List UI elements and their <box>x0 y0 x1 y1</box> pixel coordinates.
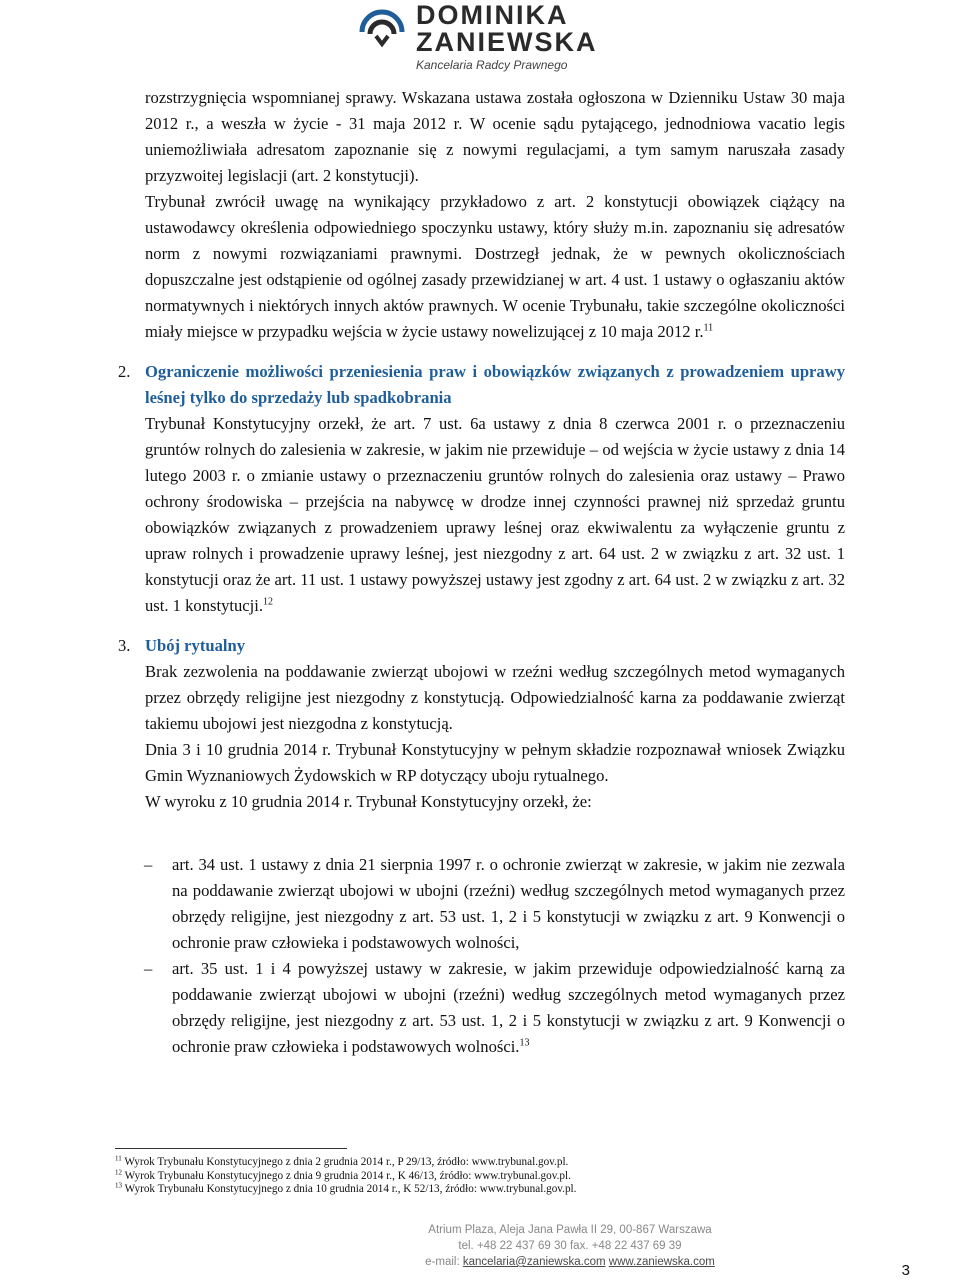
page-number: 3 <box>901 1262 910 1279</box>
footer-email-link[interactable]: kancelaria@zaniewska.com <box>462 1256 606 1268</box>
section-2-number: 2. <box>118 362 131 381</box>
logo-text <box>416 0 598 71</box>
footnote-number: 12 <box>115 1167 122 1176</box>
section-3-paragraph-1: Brak zezwolenia na poddawanie zwierząt ubojowi w rzeźni według szczególnych metod wymaganych przez obrzędy religijne jest niezgodny z konstytucją. Odpowiedzialność karna za poddawanie zwierząt takiemu ubojowi jest niezgodna z konstytucją. <box>145 662 845 733</box>
section-2-body <box>145 411 845 619</box>
intro-paragraph-1: rozstrzygnięcia wspomnianej sprawy. Wskazana ustawa została ogłoszona w Dzienniku Ustaw 30 maja 2012 r., a weszła w życie - 31 maja 2012 r. W ocenie sądu pytającego, jednodniowa vacatio legis uniemożliwiała adresatom zapoznanie się z nowymi regulacjami, a tym samym naruszała zasady przyzwoitej legislacji (art. 2 konstytucji). <box>145 88 845 185</box>
footnotes <box>115 1156 835 1197</box>
footnote-text: Wyrok Trybunału Konstytucyjnego z dnia 2 grudnia 2014 r., P 29/13, źródło: www.trybunal.gov.pl. <box>124 1156 569 1168</box>
footnote-ref-11: 11 <box>703 322 714 334</box>
ruling-item-1 <box>144 852 845 956</box>
section-2-body-text: Trybunał Konstytucyjny orzekł, że art. 7 ust. 6a ustawy z dnia 8 czerwca 2001 r. o przeznaczeniu gruntów rolnych do zalesienia w zakresie, w jakim nie przewiduje – od wejścia w życie ustawy z dnia 14 lutego 2003 r. o zmianie ustawy o przeznaczeniu gruntów rolnych do zalesienia oraz ustawy – Prawo ochrony środowiska – przejścia na nabywcę w drodze innej czynności prawnej niż sprzedaż gruntu obowiązków związanych z prowadzeniem uprawy leśnej oraz ekwiwalentu za wyłączenie gruntu z upraw rolnych i prowadzenie uprawy leśnej, jest niezgodny z art. 64 ust. 2 w związku z art. 32 ust. 1 konstytucji oraz że art. 11 ust. 1 ustawy powyższej ustawy jest zgodny z art. 64 ust. 2 w związku z art. 32 ust. 1 konstytucji. <box>145 414 845 615</box>
section-3-number: 3. <box>118 636 131 655</box>
page-content <box>118 85 845 815</box>
section-3-heading: Ubój rytualny <box>145 636 246 655</box>
page-footer <box>420 1222 720 1270</box>
footnote-divider <box>115 1148 347 1149</box>
dash-bullet: – <box>144 855 153 874</box>
footnote-11 <box>115 1156 835 1170</box>
footer-phone: tel. +48 22 437 69 30 fax. +48 22 437 69 39 <box>458 1240 682 1252</box>
logo-mark-icon <box>356 2 408 50</box>
footnote-text: Wyrok Trybunału Konstytucyjnego z dnia 10 grudnia 2014 r., K 52/13, źródło: www.trybunal.gov.pl. <box>124 1183 577 1195</box>
footer-contact <box>420 1254 720 1270</box>
footnote-number: 11 <box>115 1154 122 1163</box>
footer-address: Atrium Plaza, Aleja Jana Pawła II 29, 00-867 Warszawa <box>428 1224 712 1236</box>
ruling-list <box>144 852 845 1060</box>
section-2-heading: Ograniczenie możliwości przeniesienia praw i obowiązków związanych z prowadzeniem uprawy leśnej tylko do sprzedaży lub spadkobrania <box>145 362 845 407</box>
footer-email-label: e-mail: <box>425 1256 463 1268</box>
footnote-12 <box>115 1167 835 1184</box>
ruling-item-2-body: art. 35 ust. 1 i 4 powyższej ustawy w zakresie, w jakim przewiduje odpowiedzialność karną za poddawanie zwierząt ubojowi w ubojni (rzeźni) według szczególnych metod wymaganych przez obrzędy religijne, jest niezgodny z art. 53 ust. 1, 2 i 5 konstytucji w związku z art. 9 Konwencji o ochronie praw człowieka i podstawowych wolności. <box>172 959 845 1056</box>
logo-tagline: Kancelaria Radcy Prawnego <box>416 58 568 72</box>
footnote-number: 13 <box>115 1181 122 1190</box>
footnote-text: Wyrok Trybunału Konstytucyjnego z dnia 9 grudnia 2014 r., K 46/13, źródło: www.trybunal.gov.pl. <box>124 1169 571 1182</box>
section-3 <box>118 633 845 815</box>
footer-website-link[interactable]: www.zaniewska.com <box>608 1256 715 1268</box>
ruling-item-1-text: art. 34 ust. 1 ustawy z dnia 21 sierpnia 1997 r. o ochronie zwierząt w zakresie, w jakim nie zezwala na poddawanie zwierząt ubojowi w ubojni (rzeźni) według szczególnych metod wymaganych przez obrzędy religijne, jest niezgodny z art. 53 ust. 1, 2 i 5 konstytucji w związku z art. 9 Konwencji o ochronie praw człowieka i podstawowych wolności, <box>172 855 845 952</box>
footnote-ref-12: 12 <box>263 596 274 608</box>
logo-name-last: ZANIEWSKA <box>416 27 598 57</box>
dash-bullet: – <box>144 959 153 978</box>
header-logo <box>356 0 636 72</box>
ruling-item-2 <box>144 956 845 1060</box>
intro-paragraph-2 <box>145 189 845 345</box>
section-3-paragraph-2: Dnia 3 i 10 grudnia 2014 r. Trybunał Konstytucyjny w pełnym składzie rozpoznawał wniosek Związku Gmin Wyznaniowych Żydowskich w RP dotyczący uboju rytualnego. <box>145 740 845 785</box>
section-2 <box>118 359 845 619</box>
section-3-paragraph-3: W wyroku z 10 grudnia 2014 r. Trybunał Konstytucyjny orzekł, że: <box>145 792 592 811</box>
footnote-ref-13: 13 <box>519 1037 530 1049</box>
ruling-item-2-text <box>172 956 845 1060</box>
footnote-13 <box>115 1183 835 1197</box>
logo-name-first: DOMINIKA <box>416 0 569 30</box>
intro-paragraph-2-text: Trybunał zwrócił uwagę na wynikający przykładowo z art. 2 konstytucji obowiązek ciążący na ustawodawcy określenia odpowiedniego spoczynku ustawy, który służy m.in. zapoznaniu się adresatów norm z nowymi rozwiązaniami prawnymi. Dostrzegł jednak, że w pewnych okolicznościach dopuszczalne jest odstąpienie od ogólnej zasady przewidzianej w art. 4 ust. 1 ustawy o ogłaszaniu aktów normatywnych i niektórych innych aktów prawnych. W ocenie Trybunału, takie szczególne okoliczności miały miejsce w przypadku wejścia w życie ustawy nowelizującej z 10 maja 2012 r. <box>145 192 845 341</box>
